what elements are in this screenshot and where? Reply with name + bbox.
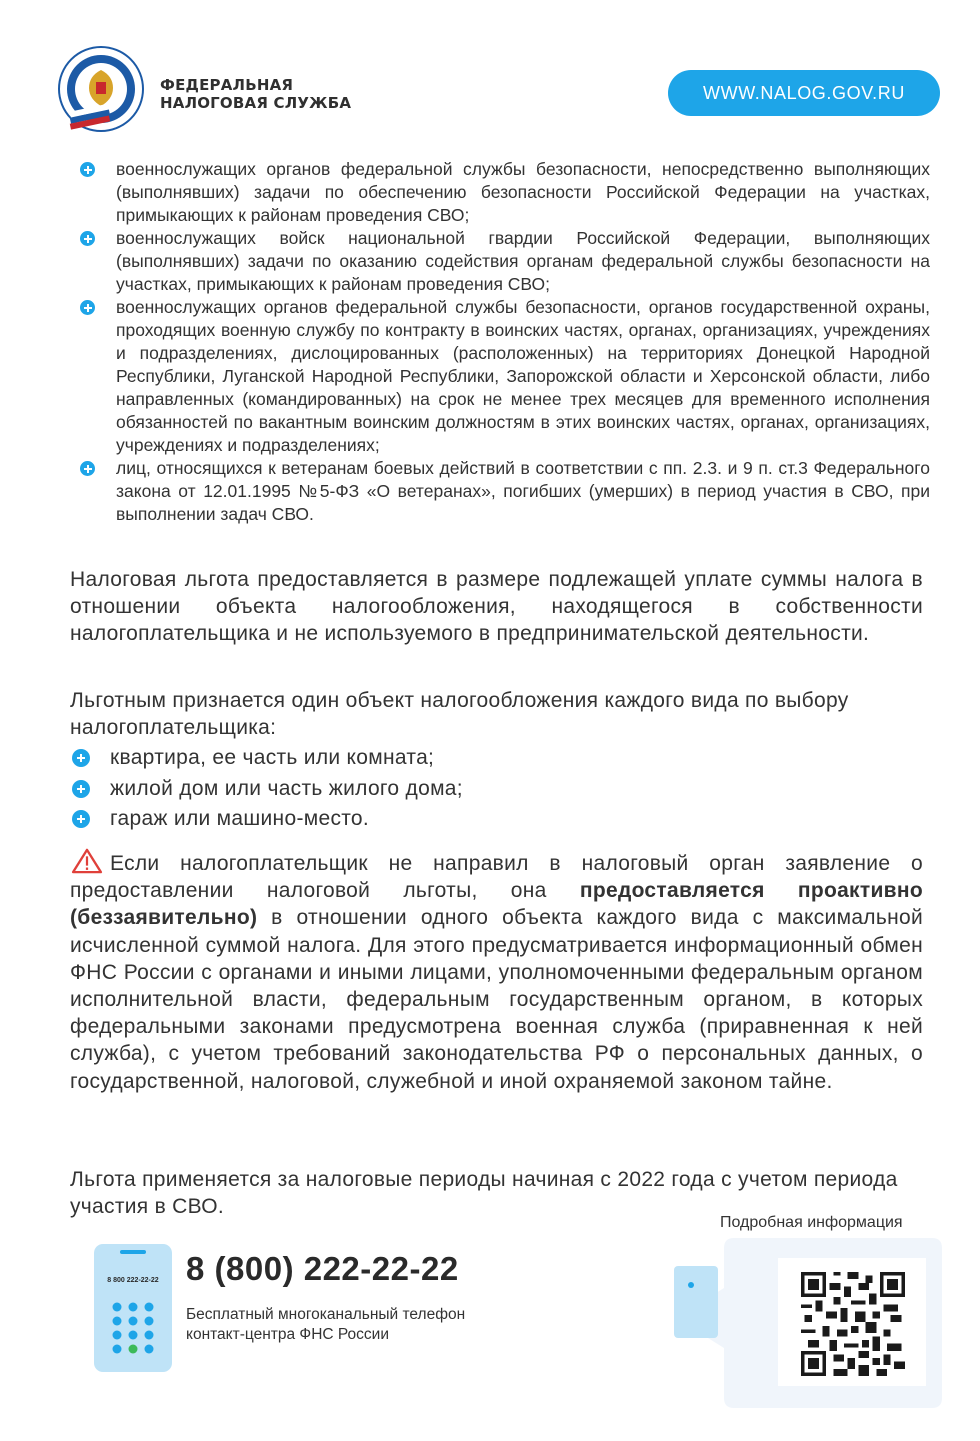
- list-item: [80, 158, 930, 227]
- plus-bullet-icon: [72, 749, 90, 767]
- list-item: [80, 457, 930, 526]
- qr-code-image[interactable]: [794, 1272, 912, 1376]
- property-types-list: [72, 743, 463, 835]
- plus-bullet-icon: [72, 780, 90, 798]
- hotline-description: [186, 1305, 465, 1345]
- plus-bullet-icon: [80, 231, 95, 246]
- hotline-phone-number[interactable]: 8 (800) 222-22-22: [186, 1250, 459, 1287]
- plus-bullet-icon: [80, 162, 95, 177]
- list-item-text: военнослужащих войск национальной гвардии Российской Федерации, выполняющих (выполнявших) задачи по оказанию содействия органам федеральной службы безопасности на участках, примыкающих к районам проведения СВО;: [116, 228, 930, 294]
- phone-screen-text: 8 800 222-22-22: [107, 1277, 159, 1284]
- list-item-text: военнослужащих органов федеральной службы безопасности, органов государственной охраны, проходящих военную службу по контракту в воинских частях, органах, организациях, учреждениях и подразделениях, дислоцированных (расположенных) на территориях Донецкой Народной Республики, Луганской Народной Республики, Запорожской области и Херсонской области, либо направленных (командированных) на срок не менее трех месяцев для временного исполнения обязанностей по вакантным воинским должностям в этих воинских частях, органах, организациях, учреждениях и подразделениях;: [116, 297, 930, 455]
- list-item: [72, 774, 463, 805]
- eligible-persons-list: [80, 158, 930, 526]
- warning-text-bold: предоставляется проактивно (беззаявительно): [70, 879, 923, 930]
- warning-triangle-icon: [70, 848, 104, 874]
- organization-name: [160, 76, 351, 112]
- plus-bullet-icon: [80, 461, 95, 476]
- org-name-line2: НАЛОГОВАЯ СЛУЖБА: [160, 94, 352, 112]
- fns-emblem-logo: [58, 46, 144, 132]
- website-button[interactable]: WWW.NALOG.GOV.RU: [668, 70, 940, 116]
- warning-text-start: Если налогоплательщик не направил в налоговый орган заявление о предоставлении налоговой льготы, она: [70, 852, 923, 903]
- qr-caption: Подробная информация: [720, 1214, 903, 1231]
- periods-paragraph: Льгота применяется за налоговые периоды начиная с 2022 года с учетом периода участия в СВО.: [70, 1168, 898, 1219]
- hotline-description-line1: Бесплатный многоканальный телефон: [186, 1306, 466, 1323]
- org-name-line1: ФЕДЕРАЛЬНАЯ: [160, 76, 294, 94]
- list-item-text: лиц, относящихся к ветеранам боевых действий в соответствии с пп. 2.3. и 9 п. ст.3 Федерального закона от 12.01.1995 №5-ФЗ «О ветеранах», погибших (умерших) в период участия в СВО, при выполнении задач СВО.: [116, 458, 930, 524]
- plus-bullet-icon: [72, 810, 90, 828]
- list-item: [72, 804, 463, 835]
- warning-text-end: в отношении одного объекта каждого вида с максимальной исчисленной суммой налога. Для этого предусматривается информационный обмен ФНС России с органами и иными лицами, уполномоченными федеральным органом исполнительной власти, федеральным государственным органом, в которых федеральными законами предусмотрена военная служба (приравненная к ней служба), с учетом требований законодательства РФ о персональных данных, о государственной, налоговой, служебной и иной охраняемой законом тайне.: [70, 906, 923, 1093]
- benefit-object-paragraph: Льготным признается один объект налогообложения каждого вида по выбору налогоплательщика:: [70, 689, 849, 740]
- phone-icon: [94, 1244, 172, 1372]
- page-header: [0, 0, 980, 150]
- plus-bullet-icon: [80, 300, 95, 315]
- list-item-text: гараж или машино-место.: [110, 807, 370, 830]
- benefit-amount-paragraph: Налоговая льгота предоставляется в размере подлежащей уплате суммы налога в отношении объекта налогообложения, находящегося в собственности налогоплательщика и не используемого в предпринимательской деятельности.: [70, 568, 923, 646]
- hotline-description-line2: контакт-центра ФНС России: [186, 1326, 389, 1343]
- list-item-text: военнослужащих органов федеральной службы безопасности, непосредственно выполняющих (выполнявших) задачи по обеспечению безопасности Российской Федерации на участках, примыкающих к районам проведения СВО;: [116, 159, 930, 225]
- list-item: [72, 743, 463, 774]
- proactive-warning-paragraph: [70, 848, 923, 1095]
- list-item: [80, 296, 930, 457]
- list-item-text: квартира, ее часть или комната;: [110, 746, 435, 769]
- list-item-text: жилой дом или часть жилого дома;: [110, 776, 463, 800]
- list-item: [80, 227, 930, 296]
